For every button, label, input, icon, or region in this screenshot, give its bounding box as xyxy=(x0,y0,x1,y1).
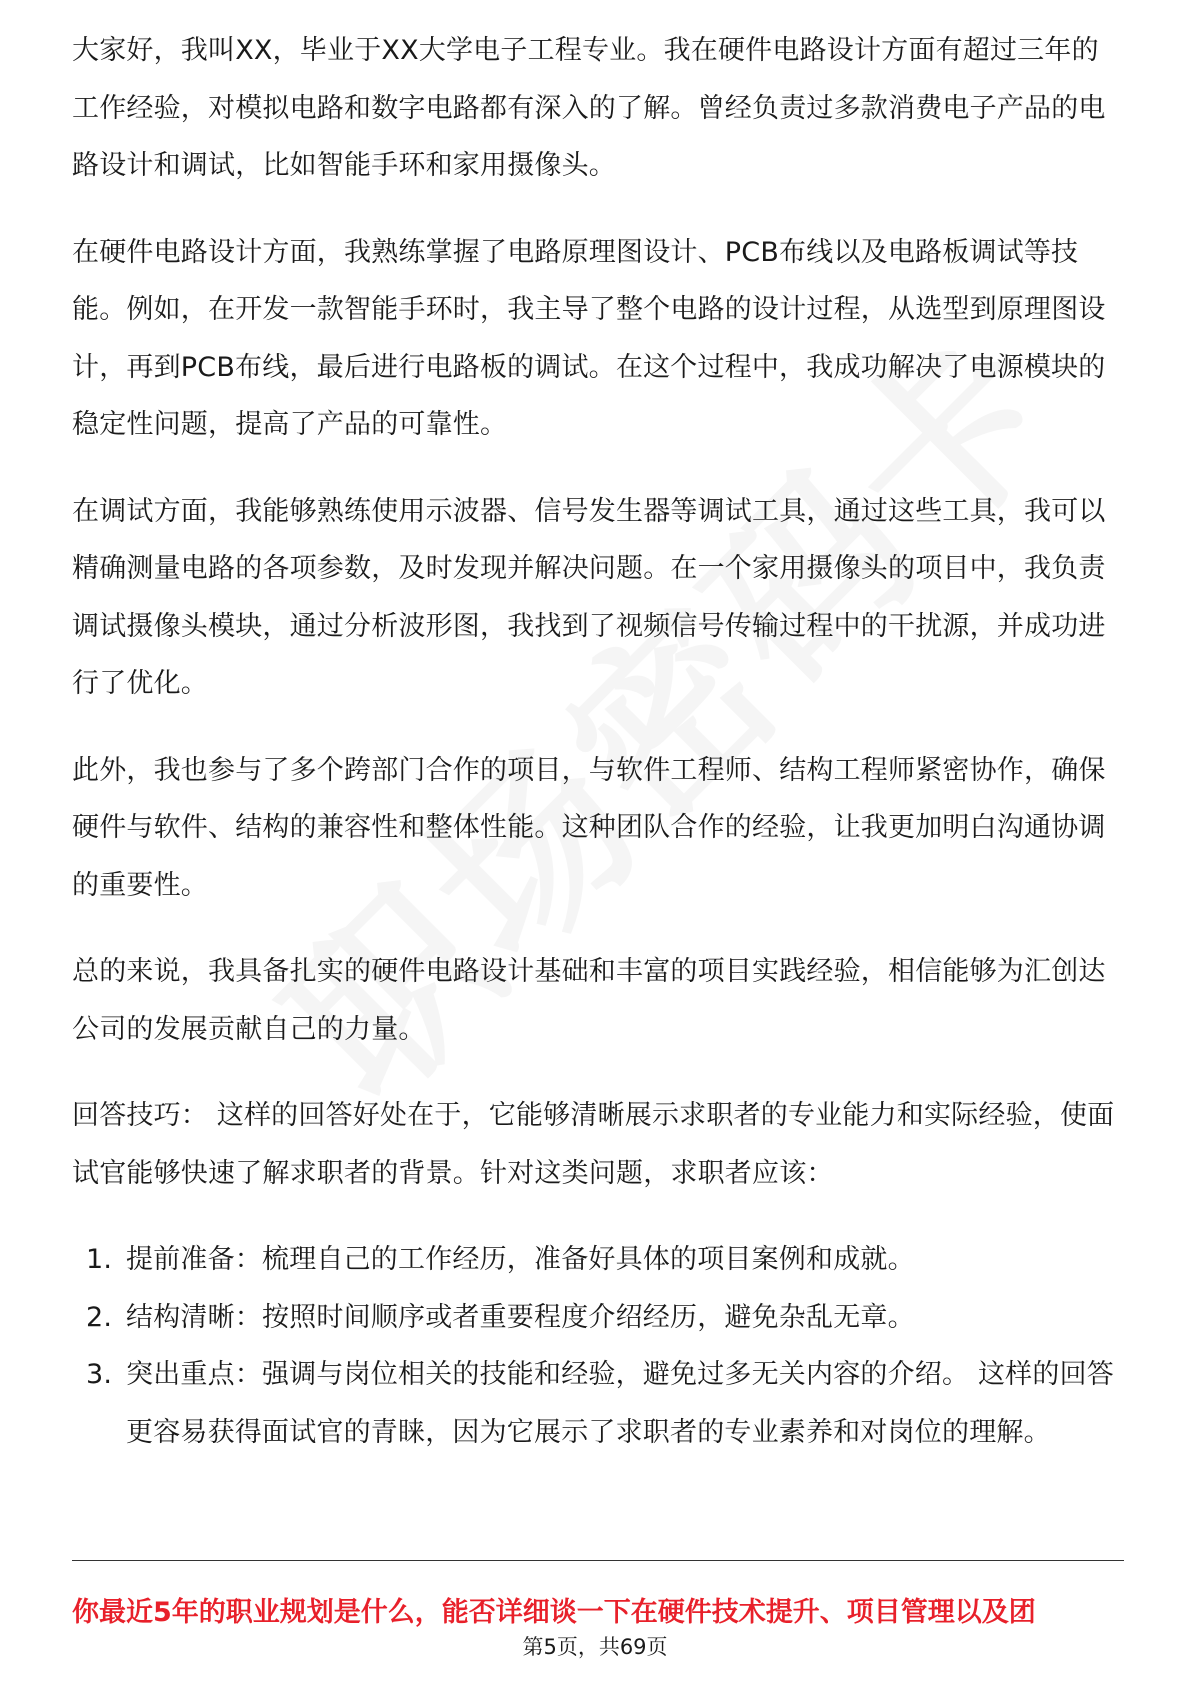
answer-tips-paragraph: 回答技巧： 这样的回答好处在于，它能够清晰展示求职者的专业能力和实际经验，使面试官能够快速了解求职者的背景。针对这类问题，求职者应该： xyxy=(72,1100,1115,1189)
list-item xyxy=(72,1346,1124,1461)
debugging-paragraph: 在调试方面，我能够熟练使用示波器、信号发生器等调试工具，通过这些工具，我可以精确测量电路的各项参数，及时发现并解决问题。在一个家用摄像头的项目中，我负责调试摄像头模块，通过分析波形图，我找到了视频信号传输过程中的干扰源，并成功进行了优化。 xyxy=(72,495,1106,699)
intro-paragraph: 大家好，我叫XX，毕业于XX大学电子工程专业。我在硬件电路设计方面有超过三年的工作经验，对模拟电路和数字电路都有深入的了解。曾经负责过多款消费电子产品的电路设计和调试，比如智能手环和家用摄像头。 xyxy=(72,35,1106,181)
next-question-heading: 你最近5年的职业规划是什么，能否详细谈一下在硬件技术提升、项目管理以及团 xyxy=(72,1597,1036,1628)
summary-paragraph: 总的来说，我具备扎实的硬件电路设计基础和丰富的项目实践经验，相信能够为汇创达公司的发展贡献自己的力量。 xyxy=(72,956,1106,1045)
list-number: 3. xyxy=(86,1359,113,1390)
list-item xyxy=(72,1289,1124,1347)
answer-body xyxy=(72,34,1124,1461)
circuit-design-paragraph: 在硬件电路设计方面，我熟练掌握了电路原理图设计、PCB布线以及电路板调试等技能。例如，在开发一款智能手环时，我主导了整个电路的设计过程，从选型到原理图设计，再到PCB布线，最后进行电路板的调试。在这个过程中，我成功解决了电源模块的稳定性问题，提高了产品的可靠性。 xyxy=(72,236,1106,440)
list-text: 突出重点：强调与岗位相关的技能和经验，避免过多无关内容的介绍。 这样的回答更容易获得面试官的青睐，因为它展示了求职者的专业素养和对岗位的理解。 xyxy=(126,1359,1114,1448)
section-divider xyxy=(72,1560,1124,1561)
page-number: 第5页，共69页 xyxy=(522,1635,668,1659)
list-number: 2. xyxy=(86,1301,113,1333)
teamwork-paragraph: 此外，我也参与了多个跨部门合作的项目，与软件工程师、结构工程师紧密协作，确保硬件与软件、结构的兼容性和整体性能。这种团队合作的经验，让我更加明白沟通协调的重要性。 xyxy=(72,754,1106,901)
tips-list xyxy=(72,1231,1124,1461)
list-text: 提前准备：梳理自己的工作经历，准备好具体的项目案例和成就。 xyxy=(126,1244,915,1275)
list-text: 结构清晰：按照时间顺序或者重要程度介绍经历，避免杂乱无章。 xyxy=(126,1301,915,1333)
list-item xyxy=(72,1231,1124,1289)
list-number: 1. xyxy=(86,1244,113,1275)
